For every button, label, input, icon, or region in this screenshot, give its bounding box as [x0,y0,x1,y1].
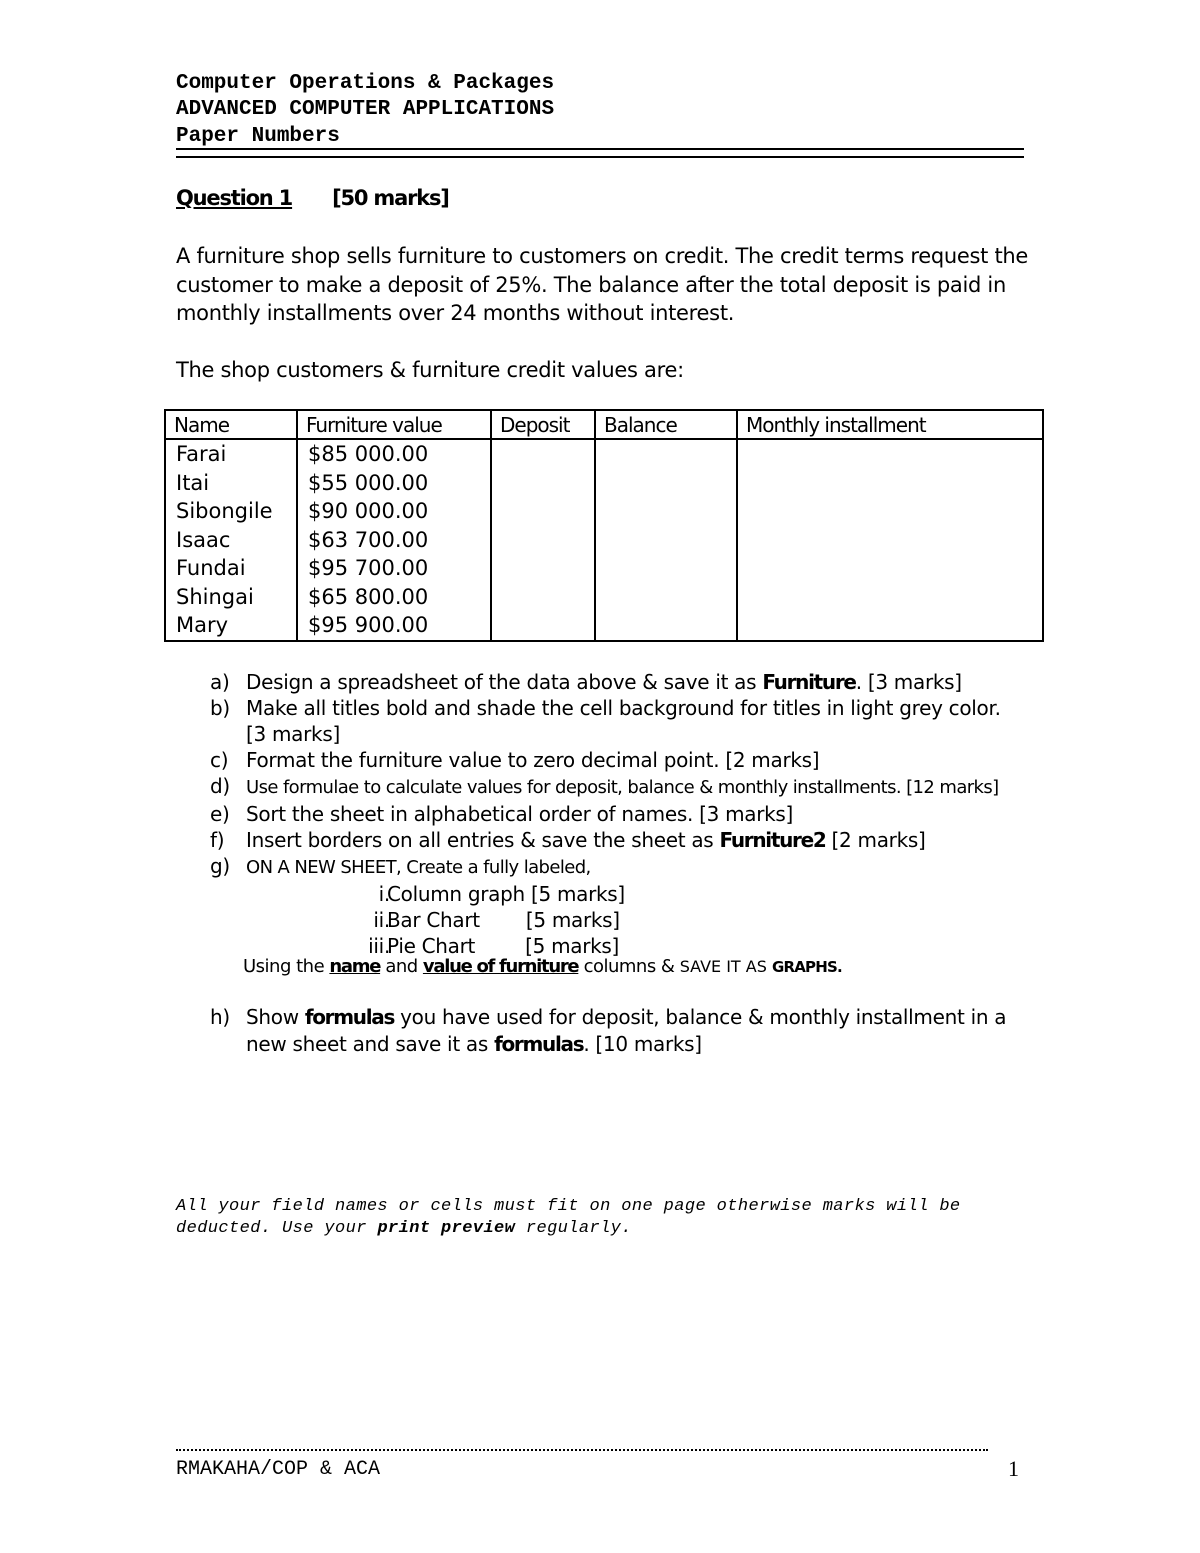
task-marks: [3 marks] [246,722,340,746]
chart-item-name: Column graph [387,882,525,906]
task-f [210,827,1070,853]
cell-name: Sibongile [165,497,297,526]
task-c [210,747,1070,773]
task-marks: . [3 marks] [855,670,962,694]
note-emphasis: print preview [377,1219,516,1238]
task-text: Format the furniture value to zero decimal point. [2 marks] [246,748,820,772]
cell-value: $55 000.00 [297,469,491,498]
course-subtitle: ADVANCED COMPUTER APPLICATIONS [176,98,555,121]
task-d [210,773,1070,801]
task-label: e) [210,802,230,826]
cell-value: $90 000.00 [297,497,491,526]
course-title: Computer Operations & Packages [176,72,555,95]
cell-value: $95 900.00 [297,611,491,641]
cell-installment [737,554,1043,583]
cell-balance [595,439,737,469]
task-filename: formulas [494,1032,584,1056]
paper-numbers: Paper Numbers [176,125,340,148]
header-monthly-installment: Monthly installment [737,410,1043,439]
cell-name: Farai [165,439,297,469]
header-name: Name [165,410,297,439]
question-heading [176,186,449,210]
note-text: regularly. [515,1219,632,1238]
cell-deposit [491,526,595,555]
task-h-line2 [210,1031,1070,1057]
task-label: d) [210,774,230,798]
table-lead: The shop customers & furniture credit values are: [176,358,684,382]
chart-item-name: Bar Chart [387,908,480,932]
task-text: Sort the sheet in alphabetical order of names. [3 marks] [246,802,794,826]
cell-value: $95 700.00 [297,554,491,583]
task-text: ON A NEW SHEET, Create a fully labeled, [246,857,591,878]
task-e [210,801,1070,827]
task-filename: Furniture [762,670,856,694]
using-text: and [380,956,423,977]
graph-instruction [243,956,842,977]
table-row [165,526,1043,555]
task-label: h) [210,1005,230,1029]
task-label: b) [210,696,230,720]
page-number: 1 [1008,1456,1019,1481]
task-text: Design a spreadsheet of the data above & save it as [246,670,763,694]
task-a [210,669,1070,695]
cell-deposit [491,554,595,583]
header-deposit: Deposit [491,410,595,439]
cell-name: Mary [165,611,297,641]
cell-installment [737,526,1043,555]
question-title: Question 1 [176,186,293,210]
task-text: you have used for deposit, balance & monthly installment in a [394,1005,1007,1029]
question-marks: [50 marks] [332,186,449,210]
cell-deposit [491,611,595,641]
chart-item-number: ii. [373,908,390,932]
task-text: Insert borders on all entries & save the sheet as [246,828,720,852]
cell-deposit [491,583,595,612]
cell-value: $65 800.00 [297,583,491,612]
task-keyword: formulas [304,1005,395,1029]
cell-installment [737,497,1043,526]
cell-name: Isaac [165,526,297,555]
table-row [165,469,1043,498]
cell-balance [595,469,737,498]
task-text: Show [246,1005,305,1029]
task-text: Make all titles bold and shade the cell background for titles in light grey color. [246,696,1001,720]
footer-author: RMAKAHA/COP & ACA [176,1458,381,1481]
chart-item-name: Pie Chart [387,934,476,958]
header-divider [176,148,1024,158]
header-balance: Balance [595,410,737,439]
using-text: SAVE IT AS [679,957,772,976]
cell-name: Fundai [165,554,297,583]
cell-balance [595,554,737,583]
chart-item [210,881,1070,907]
cell-balance [595,611,737,641]
column-value: value of furniture [422,956,579,977]
chart-item-marks: [5 marks] [525,908,620,932]
chart-item-marks: [5 marks] [530,882,625,906]
using-text: columns & [578,956,680,977]
task-g [210,853,1070,881]
question-intro: A furniture shop sells furniture to customers on credit. The credit terms request the customer to make a deposit of 25%. The balance after the total deposit is paid in monthly installments over 24 months without interest. [176,244,1029,325]
chart-item-number: i. [378,882,390,906]
cell-value: $63 700.00 [297,526,491,555]
task-marks: [2 marks] [825,828,926,852]
footer-divider [176,1449,988,1451]
task-h-line1 [210,1004,1070,1030]
task-label: c) [210,748,229,772]
task-text: new sheet and save it as [246,1032,495,1056]
chart-item-number: iii. [368,934,390,958]
cell-name: Shingai [165,583,297,612]
cell-value: $85 000.00 [297,439,491,469]
task-label: a) [210,670,230,694]
task-marks: . [10 marks] [583,1032,702,1056]
graphs-filename: GRAPHS. [771,958,842,976]
using-text: Using the [243,956,330,977]
table-header-row [165,410,1043,439]
column-name: name [329,956,381,977]
task-label: g) [210,854,230,878]
table-row [165,611,1043,641]
header-furniture-value: Furniture value [297,410,491,439]
print-note [176,1196,1036,1240]
task-label: f) [210,828,225,852]
cell-deposit [491,439,595,469]
cell-balance [595,583,737,612]
table-row [165,439,1043,469]
chart-item [210,907,1070,933]
cell-installment [737,611,1043,641]
cell-name: Itai [165,469,297,498]
furniture-table [164,409,1044,642]
task-list [210,669,1070,959]
cell-deposit [491,497,595,526]
cell-installment [737,583,1043,612]
cell-deposit [491,469,595,498]
task-h [210,1004,1070,1057]
task-b [210,695,1070,747]
chart-item-marks: [5 marks] [525,934,620,958]
chart-item-text [387,881,625,907]
chart-item-text [387,907,620,933]
cell-installment [737,469,1043,498]
cell-balance [595,526,737,555]
task-filename: Furniture2 [719,828,826,852]
table-row [165,497,1043,526]
table-row [165,554,1043,583]
task-text: Use formulae to calculate values for deposit, balance & monthly installments. [12 marks] [246,777,999,798]
note-text: All your field names or cells must fit on one page otherwise marks will be deducted. Use your [176,1197,961,1238]
cell-balance [595,497,737,526]
cell-installment [737,439,1043,469]
table-row [165,583,1043,612]
